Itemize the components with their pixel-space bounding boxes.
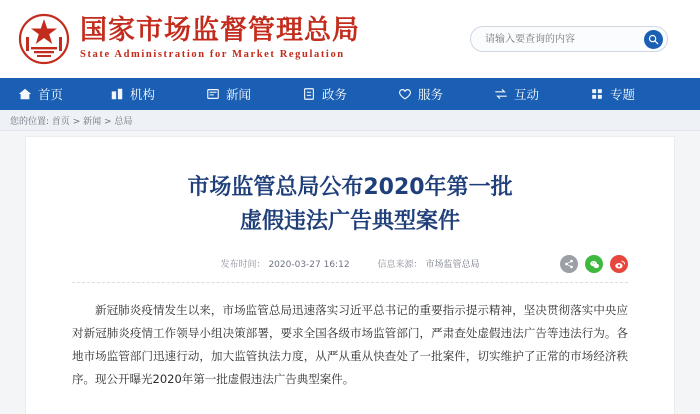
nav-item-news[interactable] [206,78,302,110]
national-emblem-icon [18,13,70,65]
exchange-icon [494,87,508,101]
nav-item-label: 专题 [610,87,636,102]
article-card [26,137,674,414]
search-icon [648,34,659,45]
site-title [80,17,360,61]
nav-item-services[interactable] [398,78,494,110]
page-title [72,171,628,239]
article-meta [72,257,628,270]
nav-item-government-affairs[interactable] [302,78,398,110]
publish-time-label: 发布时间： [220,260,266,271]
content-area [0,131,700,414]
nav-item-organization[interactable] [110,78,206,110]
search-box[interactable] [470,26,668,52]
nav-item-label: 互动 [514,87,540,102]
weibo-icon[interactable] [610,255,628,273]
site-title-en: State Administration for Market Regulation [80,49,345,61]
article-title-line-2: 虚假违法广告典型案件 [239,209,460,235]
publish-time-value: 2020-03-27 16:12 [268,260,350,271]
site-header [0,0,700,78]
document-icon [302,87,316,101]
breadcrumb [0,110,700,131]
article-title-line-1: 市场监管总局公布2020年第一批 [187,175,513,200]
nav-item-label: 政务 [322,87,348,102]
home-icon [18,87,32,101]
heart-icon [398,87,412,101]
share-nodes-icon[interactable] [560,255,578,273]
source-label: 信息来源： [377,260,423,271]
nav-item-interaction[interactable] [494,78,590,110]
building-icon [110,87,124,101]
search-button[interactable] [644,30,663,49]
nav-item-topics[interactable] [590,78,686,110]
source [378,257,480,270]
divider [72,282,628,283]
main-nav [0,78,700,110]
newspaper-icon [206,87,220,101]
article-body: 新冠肺炎疫情发生以来，市场监管总局迅速落实习近平总书记的重要指示提示精神，坚决贯彻落实中央应对新冠肺炎疫情工作领导小组决策部署，要求全国各级市场监管部门，严肃查处虚假违法广告等违法行为。各地市场监管部门迅速行动，加大监管执法力度，从严从重从快查处了一批案件，切实维护了正常的市场经济秩序。现公开曝光2020年第一批虚假违法广告典型案件。 [72,303,628,387]
nav-item-label: 新闻 [226,87,252,102]
nav-item-label: 服务 [418,87,444,102]
publish-time [221,257,350,270]
breadcrumb-text: 您的位置: 首页 > 新闻 > 总局 [10,116,133,127]
nav-item-label: 机构 [130,87,156,102]
search-input[interactable] [483,33,644,46]
share-group [560,255,628,273]
nav-item-home[interactable] [18,78,110,110]
grid-icon [590,87,604,101]
wechat-icon[interactable] [585,255,603,273]
site-title-cn: 国家市场监督管理总局 [80,15,360,47]
source-value: 市场监管总局 [425,260,480,271]
nav-item-label: 首页 [38,87,64,102]
